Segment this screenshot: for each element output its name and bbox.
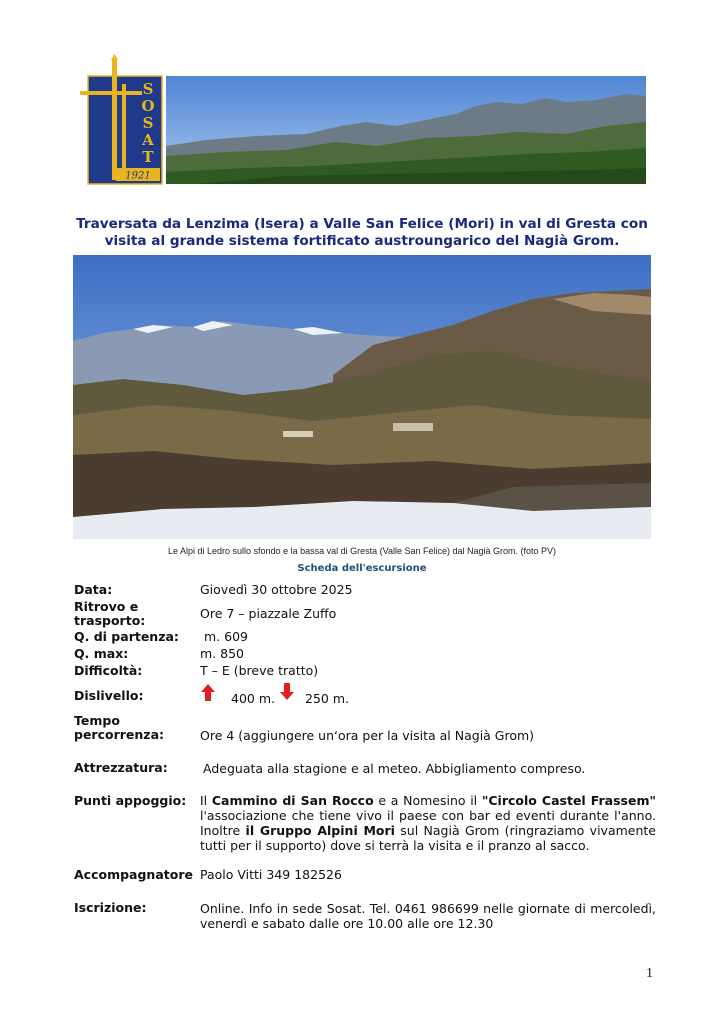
circolo-castel-frassem: "Circolo Castel Frassem" — [481, 793, 656, 808]
difficolta-label: Difficoltà: — [74, 663, 143, 678]
tempo-label-1: Tempo — [74, 713, 120, 728]
header-banner-image — [166, 76, 646, 184]
photo-caption: Le Alpi di Ledro sullo sfondo e la bassa val di Gresta (Valle San Felice) dal Nagià Grom. (foto PV) — [167, 546, 557, 556]
data-label: Data: — [74, 582, 113, 597]
partenza-value: m. 609 — [204, 629, 248, 644]
accompagnatore-label: Accompagnatore — [74, 867, 193, 882]
partenza-label: Q. di partenza: — [74, 629, 179, 644]
dislivello-label: Dislivello: — [74, 688, 144, 703]
arrow-up-icon — [201, 684, 215, 701]
logo-letter: S — [142, 114, 154, 132]
sosat-logo — [80, 54, 166, 186]
dislivello-down-value: 250 m. — [305, 691, 349, 706]
attrezzatura-value: Adeguata alla stagione e al meteo. Abbigliamento compreso. — [203, 761, 586, 776]
accompagnatore-value: Paolo Vitti 349 182526 — [200, 867, 342, 882]
ritrovo-value: Ore 7 – piazzale Zuffo — [200, 606, 337, 621]
arrow-down-icon — [280, 683, 294, 700]
logo-letter: O — [141, 97, 155, 115]
section-title: Scheda dell'escursione — [297, 563, 427, 574]
dislivello-up-value: 400 m. — [231, 691, 275, 706]
gruppo-alpini-mori: il Gruppo Alpini Mori — [245, 823, 395, 838]
logo-letter: A — [142, 131, 154, 149]
difficolta-value: T – E (breve tratto) — [200, 663, 319, 678]
data-value: Giovedì 30 ottobre 2025 — [200, 582, 353, 597]
quota-max-label: Q. max: — [74, 646, 129, 661]
logo-letter: T — [142, 148, 154, 166]
tempo-value: Ore 4 (aggiungere un‘ora per la visita al Nagià Grom) — [200, 728, 535, 743]
page-number: 1 — [646, 966, 653, 981]
iscrizione-value: Online. Info in sede Sosat. Tel. 0461 986699 nelle giornate di mercoledì, venerdì e sabato dalle ore 10.00 alle ore 12.30 — [200, 901, 656, 931]
page-title: Traversata da Lenzima (Isera) a Valle San Felice (Mori) in val di Gresta con visita al grande sistema fortificato austroungarico del Nagià Grom. — [76, 216, 648, 249]
ritrovo-label-1: Ritrovo e — [74, 599, 139, 614]
ritrovo-label-2: trasporto: — [74, 613, 146, 628]
logo-letter: S — [142, 80, 154, 98]
punti-appoggio-text: Il Cammino di San Rocco e a Nomesino il "Circolo Castel Frassem" l'associazione che tiene vivo il paese con bar ed eventi durante l'anno. Inoltre il Gruppo Alpini Mori sul Nagià Grom (ringraziamo vivamente tutti per il supporto) dove si terrà la visita e il pranzo al sacco. — [200, 793, 656, 853]
quota-max-value: m. 850 — [200, 646, 244, 661]
iscrizione-label: Iscrizione: — [74, 900, 147, 915]
landscape-photo — [73, 255, 651, 539]
punti-appoggio-label: Punti appoggio: — [74, 793, 187, 808]
attrezzatura-label: Attrezzatura: — [74, 760, 168, 775]
cammino-san-rocco: Cammino di San Rocco — [211, 793, 374, 808]
tempo-label-2: percorrenza: — [74, 727, 165, 742]
logo-year: 1921 — [125, 170, 151, 182]
